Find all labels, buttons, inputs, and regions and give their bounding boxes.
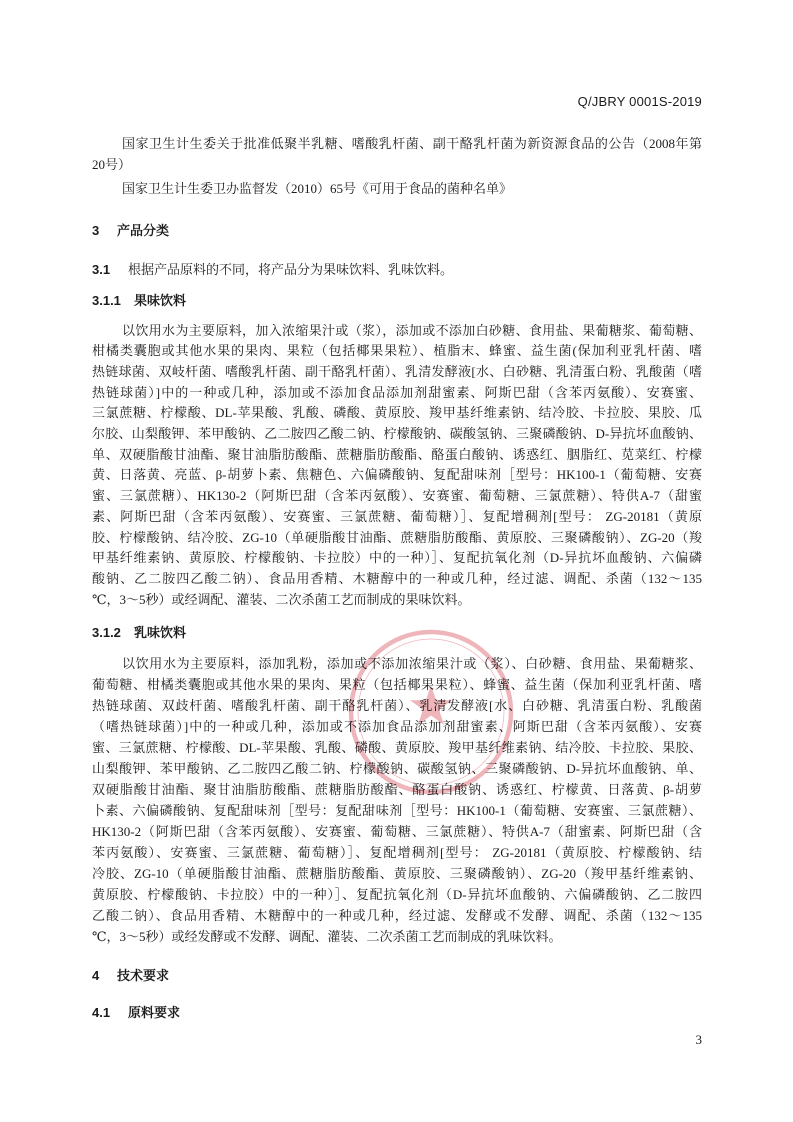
paragraph-line: 热链球菌）]中的一种或几种，添加或不添加食品添加剂甜蜜素、阿斯巴甜（含苯丙氨酸）、安赛蜜、 xyxy=(92,384,702,400)
paragraph-line: 热链球菌、双歧杆菌、嗜酸乳杆菌、副干酪乳杆菌）、乳清发酵液[水、白砂糖、乳清蛋白粉、乳酸菌 xyxy=(92,697,702,713)
subclause-number: 3.1.1 xyxy=(92,292,121,308)
paragraph-line: 黄原胶、柠檬酸钠、卡拉胶）中的一种）］、复配抗氧化剂（D-异抗坏血酸钠、六偏磷酸钠、乙二胺四 xyxy=(92,886,702,902)
paragraph-line: 乙酸二钠）、食品用香精、木糖醇中的一种或几种，经过滤、发酵或不发酵、调配、杀菌（132～135 xyxy=(92,907,702,923)
paragraph-line: 蜜、三氯蔗糖）、HK130-2（阿斯巴甜（含苯丙氨酸）、安赛蜜、葡萄糖、三氯蔗糖）、特供A-7（甜蜜 xyxy=(92,488,702,504)
clause-paragraph xyxy=(92,259,702,280)
clause-text: 根据产品原料的不同，将产品分为果味饮料、乳味饮料。 xyxy=(128,261,454,277)
section-title: 技术要求 xyxy=(117,967,170,983)
paragraph-line: ℃，3～5秒）或经发酵或不发酵、调配、灌装、二次杀菌工艺而制成的乳味饮料。 xyxy=(92,928,562,944)
section-number: 3 xyxy=(92,222,100,238)
subclause-title: 乳味饮料 xyxy=(134,624,187,640)
subclause-heading xyxy=(92,622,702,643)
section-heading xyxy=(92,220,702,241)
section-heading xyxy=(92,965,702,986)
clause-title: 原料要求 xyxy=(128,1004,181,1020)
paragraph-line: （嗜热链球菌）]中的一种或几种，添加或不添加食品添加剂甜蜜素、阿斯巴甜（含苯丙氨酸）、安赛 xyxy=(92,718,702,734)
paragraph-line: 以饮用水为主要原料，加入浓缩果汁或（浆），添加或不添加白砂糖、食用盐、果葡糖浆、葡萄糖、 xyxy=(122,322,702,338)
document-code: Q/JBRY 0001S-2019 xyxy=(577,94,702,109)
subclause-title: 果味饮料 xyxy=(134,292,187,308)
subclause-heading xyxy=(92,290,702,311)
section-number: 4 xyxy=(92,967,100,983)
subclause-paragraph xyxy=(92,653,702,947)
paragraph-line: 蜜、三氯蔗糖、柠檬酸、DL-苹果酸、乳酸、磷酸、黄原胶、羧甲基纤维素钠、结冷胶、卡拉胶、果胶、 xyxy=(92,739,702,755)
paragraph-line: ℃，3～5秒）或经调配、灌装、二次杀菌工艺而制成的果味饮料。 xyxy=(92,591,471,607)
page-number: 3 xyxy=(695,1032,702,1047)
paragraph-line: 国家卫生计生委关于批准低聚半乳糖、嗜酸乳杆菌、副干酪乳杆菌为新资源食品的公告（2008年第 xyxy=(122,135,702,151)
paragraph-line: HK130-2（阿斯巴甜（含苯丙氨酸）、安赛蜜、葡萄糖、三氯蔗糖）、特供A-7（甜蜜素、阿斯巴甜（含 xyxy=(92,823,702,839)
paragraph-line: 国家卫生计生委卫办监督发（2010）65号《可用于食品的菌种名单》 xyxy=(122,180,513,196)
paragraph-line: 酸钠、乙二胺四乙酸二钠）、食品用香精、木糖醇中的一种或几种，经过滤、调配、杀菌（132～135 xyxy=(92,570,702,586)
clause-number: 3.1 xyxy=(92,261,111,277)
paragraph-line: 冷胶、ZG-10（单硬脂酸甘油酯、蔗糖脂肪酸酯、黄原胶、三聚磷酸钠）、ZG-20（羧甲基纤维素钠、 xyxy=(92,865,702,881)
paragraph-line: 单、双硬脂酸甘油酯、聚甘油脂肪酸酯、蔗糖脂肪酸酯、酪蛋白酸钠、诱惑红、胭脂红、苋菜红、柠檬 xyxy=(92,446,702,462)
reference-paragraph xyxy=(92,133,702,175)
reference-paragraph xyxy=(92,178,702,199)
subclause-number: 3.1.2 xyxy=(92,624,121,640)
paragraph-line: 卜素、六偏磷酸钠、复配甜味剂［型号：复配甜味剂［型号：HK100-1（葡萄糖、安赛蜜、三氯蔗糖）、 xyxy=(92,802,702,818)
paragraph-line: 尔胶、山梨酸钾、苯甲酸钠、乙二胺四乙酸二钠、柠檬酸钠、碳酸氢钠、三聚磷酸钠、D-异抗坏血酸钠、 xyxy=(92,426,702,442)
paragraph-line: 黄、日落黄、亮蓝、β-胡萝卜素、焦糖色、六偏磷酸钠、复配甜味剂［型号：HK100-1（葡萄糖、安赛 xyxy=(92,467,702,483)
subclause-paragraph xyxy=(92,321,702,611)
paragraph-line: 葡萄糖、柑橘类囊胞或其他水果的果肉、果粒（包括椰果果粒）、蜂蜜、益生菌（保加利亚乳杆菌、嗜 xyxy=(92,676,702,692)
paragraph-line: 柑橘类囊胞或其他水果的果肉、果粒（包括椰果果粒）、植脂末、蜂蜜、益生菌(保加利亚乳杆菌、嗜 xyxy=(92,343,702,359)
paragraph-line: 热链球菌、双岐杆菌、嗜酸乳杆菌、副干酪乳杆菌）、乳清发酵液[水、白砂糖、乳清蛋白粉、乳酸菌（嗜 xyxy=(92,363,702,379)
section-title: 产品分类 xyxy=(117,222,170,238)
paragraph-line: 甲基纤维素钠、黄原胶、柠檬酸钠、卡拉胶）中的一种）］、复配抗氧化剂（D-异抗坏血酸钠、六偏磷 xyxy=(92,550,702,566)
paragraph-line: 苯丙氨酸）、安赛蜜、三氯蔗糖、葡萄糖）］、复配增稠剂[型号： ZG-20181（黄原胶、柠檬酸钠、结 xyxy=(92,844,702,860)
paragraph-line: 山梨酸钾、苯甲酸钠、乙二胺四乙酸二钠、柠檬酸钠、碳酸氢钠、三聚磷酸钠、D-异抗坏血酸钠、单、 xyxy=(92,760,702,776)
paragraph-line: 以饮用水为主要原料，添加乳粉，添加或不添加浓缩果汁或（浆）、白砂糖、食用盐、果葡糖浆、 xyxy=(122,655,702,671)
paragraph-line: 双硬脂酸甘油酯、聚甘油脂肪酸酯、蔗糖脂肪酸酯、酪蛋白酸钠、诱惑红、柠檬黄、日落黄、β-胡萝 xyxy=(92,781,702,797)
paragraph-line: 20号） xyxy=(92,156,132,172)
paragraph-line: 三氯蔗糖、柠檬酸、DL-苹果酸、乳酸、磷酸、黄原胶、羧甲基纤维素钠、结冷胶、卡拉胶、果胶、瓜 xyxy=(92,405,702,421)
paragraph-line: 胶、柠檬酸钠、结冷胶、ZG-10（单硬脂酸甘油酯、蔗糖脂肪酸酯、黄原胶、三聚磷酸钠）、ZG-20（羧 xyxy=(92,529,702,545)
clause-heading xyxy=(92,1002,702,1023)
clause-number: 4.1 xyxy=(92,1004,111,1020)
paragraph-line: 素、阿斯巴甜（含苯丙氨酸）、安赛蜜、三氯蔗糖、葡萄糖）］、复配增稠剂[型号： ZG-20181（黄原 xyxy=(92,508,702,524)
